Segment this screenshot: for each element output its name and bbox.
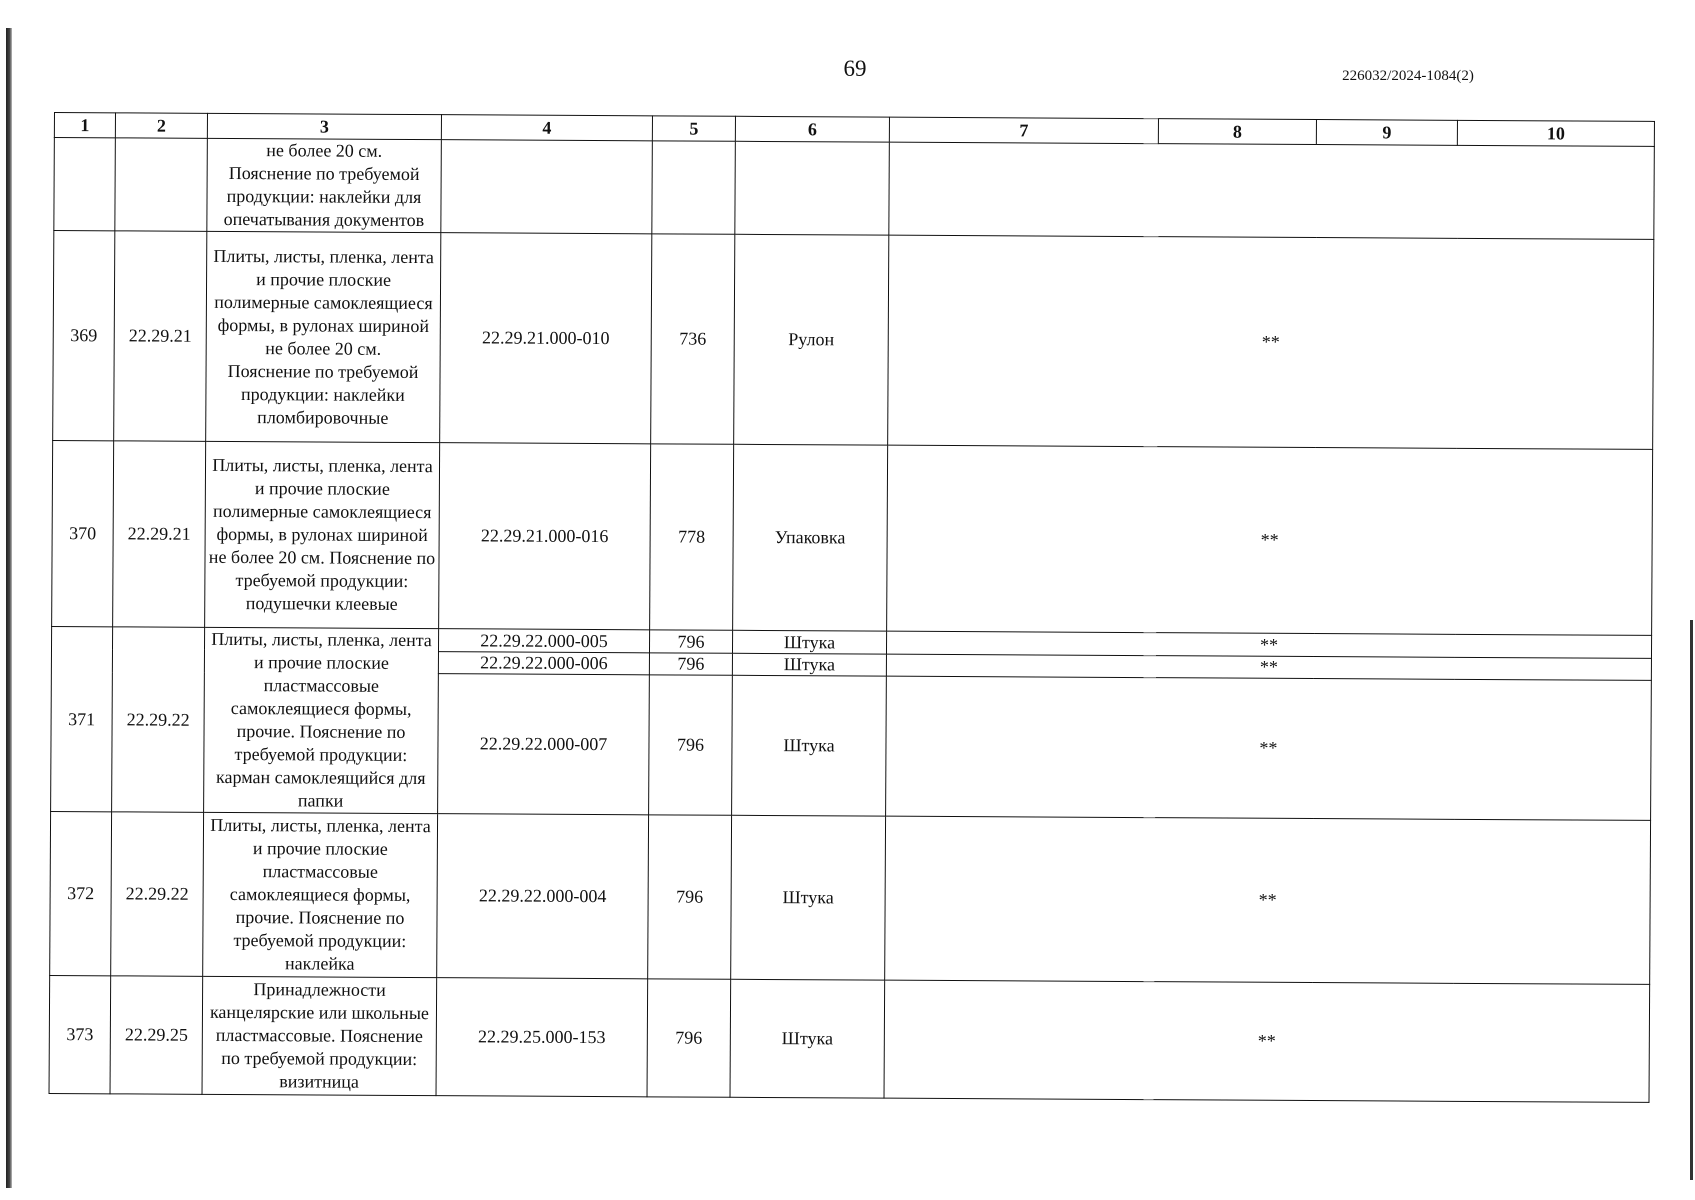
cell-description: не более 20 см. Пояснение по требуемой продукции: наклейки для опечатывания документов (207, 138, 442, 232)
cell-mark: ** (885, 816, 1651, 984)
cell-okei: 796 (649, 675, 733, 815)
header-col-5: 5 (652, 116, 735, 141)
cell-mark: ** (886, 676, 1652, 820)
cell-mark: ** (886, 654, 1651, 681)
table-row (49, 975, 1650, 1102)
document-id: 226032/2024-1084(2) (1342, 68, 1474, 84)
cell-okei: 796 (648, 815, 732, 979)
cell-code: 22.29.22.000-007 (438, 674, 650, 815)
cell-okpd: 22.29.22 (111, 812, 204, 977)
table-row (53, 231, 1654, 450)
cell-okei: 796 (647, 979, 731, 1097)
cell-okpd: 22.29.21 (113, 441, 206, 628)
page-number: 69 (843, 56, 867, 81)
scan-edge-shadow (6, 28, 12, 1188)
cell-okpd: 22.29.25 (110, 976, 203, 1095)
cell-mark (889, 142, 1655, 239)
cell-num: 369 (53, 231, 115, 441)
procurement-table (49, 112, 1655, 1103)
header-col-8: 8 (1158, 119, 1316, 145)
cell-mark: ** (886, 631, 1651, 658)
cell-unit: Штука (732, 630, 886, 653)
cell-description: Плиты, листы, пленка, лента и прочие плоские полимерные самоклеящиеся формы, в рулонах шириной не более 20 см. Пояснение по требуемой продукции: подушечки клеевые (205, 441, 440, 628)
cell-unit (735, 141, 890, 235)
cell-okpd (115, 138, 208, 232)
cell-description: Плиты, листы, пленка, лента и прочие плоские полимерные самоклеящиеся формы, в рулонах шириной не более 20 см. Пояснение по требуемой продукции: наклейки пломбировочные (206, 231, 441, 442)
cell-num: 372 (50, 811, 112, 975)
cell-code (441, 140, 653, 234)
header-col-6: 6 (735, 116, 889, 142)
cell-num: 373 (49, 975, 111, 1093)
cell-unit: Штука (732, 653, 886, 676)
cell-okei: 778 (650, 444, 734, 630)
cell-description: Плиты, листы, пленка, лента и прочие плоские пластмассовые самоклеящиеся формы, прочие. Пояснение по требуемой продукции: наклейка (203, 812, 438, 977)
cell-code: 22.29.25.000-153 (436, 978, 648, 1097)
cell-code: 22.29.22.000-004 (437, 814, 649, 979)
cell-code: 22.29.22.000-005 (438, 629, 649, 653)
cell-okei: 796 (649, 652, 732, 675)
cell-mark: ** (888, 235, 1654, 449)
cell-mark: ** (884, 980, 1650, 1102)
cell-okei: 796 (649, 630, 732, 653)
cell-mark: ** (887, 445, 1653, 635)
header-col-9: 9 (1316, 120, 1457, 146)
cell-code: 22.29.21.000-016 (439, 443, 651, 630)
cell-description: Принадлежности канцелярские или школьные пластмассовые. Пояснение по требуемой продукции: визитница (202, 976, 437, 1095)
header-col-2: 2 (115, 113, 207, 139)
scan-edge-right (1690, 620, 1693, 1180)
cell-unit: Штука (730, 979, 885, 1098)
cell-num (54, 138, 116, 231)
cell-okpd: 22.29.21 (114, 231, 207, 442)
cell-unit: Рулон (734, 234, 889, 445)
header-col-3: 3 (207, 113, 441, 139)
cell-okei (652, 141, 736, 234)
cell-code: 22.29.21.000-010 (440, 233, 652, 444)
cell-okei: 736 (651, 234, 735, 444)
cell-description: Плиты, листы, пленка, лента и прочие плоские пластмассовые самоклеящиеся формы, прочие. Пояснение по требуемой продукции: карман самоклеящийся для папки (204, 627, 439, 813)
header-col-4: 4 (441, 115, 652, 141)
cell-num: 370 (52, 440, 114, 626)
cell-num: 371 (51, 626, 113, 811)
header-col-10: 10 (1457, 120, 1654, 146)
cell-unit: Штука (732, 676, 887, 817)
cell-code: 22.29.22.000-006 (438, 651, 649, 675)
header-col-1: 1 (54, 113, 115, 138)
table-row (50, 811, 1651, 984)
table-row (52, 440, 1653, 635)
table-row-continuation (54, 138, 1654, 240)
cell-unit: Штука (731, 815, 886, 980)
header-col-7: 7 (889, 117, 1158, 144)
cell-unit: Упаковка (733, 444, 888, 631)
cell-okpd: 22.29.22 (112, 627, 205, 813)
